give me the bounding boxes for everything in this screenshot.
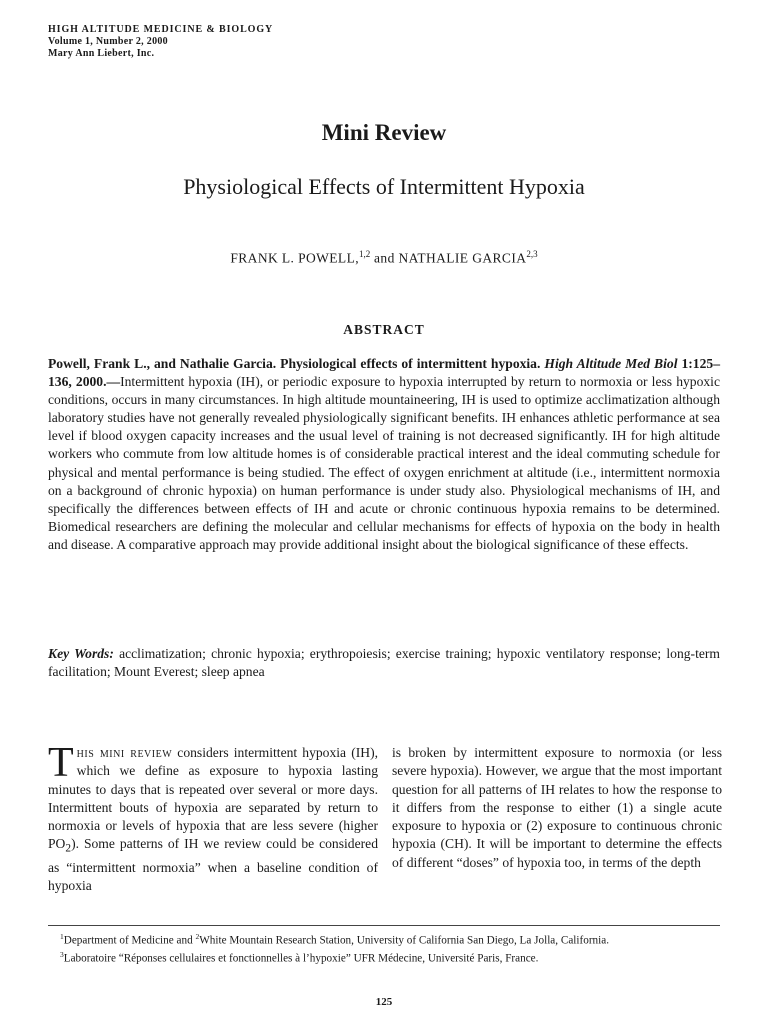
footnote-1-text-a: Department of Medicine and bbox=[63, 934, 196, 947]
footnote-1-mark: 1 bbox=[60, 932, 64, 941]
footnote-3-mark: 3 bbox=[60, 949, 64, 959]
abstract-citation: Powell, Frank L., and Nathalie Garcia. Physiological effects of intermittent hypoxia. bbox=[48, 356, 541, 371]
drop-cap: T bbox=[48, 740, 74, 786]
abstract-heading: ABSTRACT bbox=[343, 322, 425, 337]
author-connector: and bbox=[370, 250, 399, 266]
journal-name: HIGH ALTITUDE MEDICINE & BIOLOGY bbox=[48, 24, 274, 35]
footnote-3 bbox=[48, 948, 720, 966]
abstract-paragraph bbox=[48, 355, 720, 554]
author-1-affiliation: 1,2 bbox=[359, 249, 371, 259]
abstract-body: Intermittent hypoxia (IH), or periodic exposure to hypoxia interrupted by return to normoxia or less hypoxic conditions, occurs in many circumstances. In high altitude mountaineering, IH is used to optimize acclimatization although laboratory studies have not generally revealed physiologically significant benefits. IH enhances athletic performance at sea level if blood oxygen capacity increases and the usual level of training is not decreased significantly. IH for high altitude workers who commute from low altitude homes is of considerable practical interest and the ideal commuting schedule for physical and mental performance is being studied. The effect of oxygen enrichment at altitude (i.e., intermittent normoxia on a background of chronic hypoxia) on human performance is under study also. Physiological mechanisms of IH, and specifically the differences between effects of IH and acute or chronic continuous hypoxia remains to be determined. Biomedical researchers are defining the molecular and cellular mechanisms for effects of hypoxia on the body in health and disease. A comparative approach may provide additional insight about the biological significance of these effects. bbox=[48, 374, 720, 552]
footnote-1-text-b: White Mountain Research Station, University of California San Diego, La Jolla, California. bbox=[199, 934, 610, 947]
footnote-1 bbox=[48, 930, 720, 948]
keywords-text: acclimatization; chronic hypoxia; erythropoiesis; exercise training; hypoxic ventilatory response; long-term facilitation; Mount Everest; sleep apnea bbox=[48, 646, 720, 680]
footnote-divider bbox=[48, 925, 720, 926]
footnotes bbox=[48, 930, 720, 965]
abstract-citation-ref: 1:125–136, 2000.— bbox=[48, 356, 720, 390]
journal-volume: Volume 1, Number 2, 2000 bbox=[48, 36, 168, 47]
page-number: 125 bbox=[375, 996, 393, 1008]
body-opening-smallcaps: his mini review bbox=[76, 745, 173, 760]
keywords-paragraph bbox=[48, 645, 720, 681]
body-column-left bbox=[48, 740, 379, 895]
body-column-left-end: ). Some patterns of IH we review could be considered as “intermittent normoxia” when a baseline condition of hypoxia bbox=[48, 836, 378, 893]
author-line bbox=[0, 244, 768, 269]
body-column-right: is broken by intermittent exposure to normoxia (or less severe hypoxia). However, we argue that the most important question for all patterns of IH relates to how the response to it differs from the response to either (1) a single acute exposure to hypoxia or (2) exposure to continuous chronic hypoxia (CH). It will be important to determine the effects of different “doses” of hypoxia too, in terms of the depth bbox=[392, 745, 722, 870]
abstract-citation-journal: High Altitude Med Biol bbox=[544, 356, 678, 371]
author-2-affiliation: 2,3 bbox=[526, 249, 538, 259]
author-2: NATHALIE GARCIA bbox=[398, 250, 527, 266]
footnote-2-mark: 2 bbox=[195, 932, 200, 941]
subscript-2: 2 bbox=[65, 843, 72, 856]
body-column-left-text: considers intermittent hypoxia (IH), which we define as exposure to hypoxia lasting minutes to days that is repeated over several or more days. Intermittent bouts of hypoxia are separated by return to normoxia or levels of hypoxia that are less severe (higher PO bbox=[48, 745, 379, 852]
author-1: FRANK L. POWELL, bbox=[230, 250, 360, 266]
journal-publisher: Mary Ann Liebert, Inc. bbox=[48, 48, 155, 59]
keywords-label: Key Words: bbox=[48, 646, 114, 661]
footnote-3-text: Laboratoire “Réponses cellulaires et fonctionnelles à l’hypoxie” UFR Médecine, Université Paris, France. bbox=[63, 952, 539, 965]
article-title: Physiological Effects of Intermittent Hypoxia bbox=[183, 174, 585, 199]
section-title: Mini Review bbox=[321, 120, 447, 145]
journal-header bbox=[48, 24, 273, 60]
